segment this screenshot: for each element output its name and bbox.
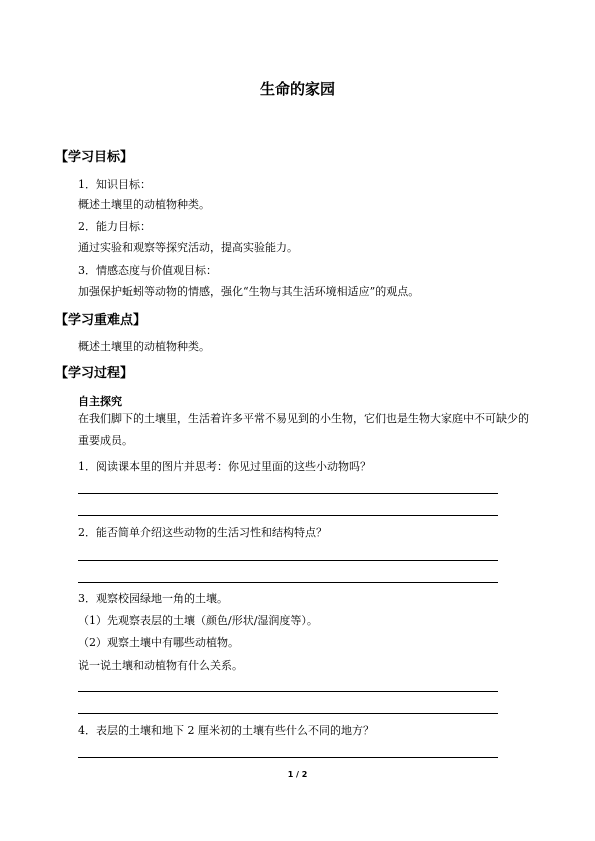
page-number: 1 / 2	[287, 770, 308, 779]
answer-line	[78, 493, 498, 494]
section-heading-process: 【学习过程】	[55, 366, 134, 381]
objective-line: 3．情感态度与价值观目标：	[78, 264, 217, 277]
question-3a: （1）先观察表层的土壤（颜色/形状/湿润度等）。	[78, 614, 318, 627]
intro-paragraph: 在我们脚下的土壤里，生活着许多平常不易见到的小生物，它们也是生物大家庭中不可缺少的重要成员。	[78, 412, 529, 447]
section-heading-key-points: 【学习重难点】	[55, 313, 147, 328]
question-3c: 说一说土壤和动植物有什么关系。	[78, 659, 243, 672]
question-3b: （2）观察土壤中有哪些动植物。	[78, 636, 239, 649]
answer-line	[78, 515, 498, 516]
question-3: 3．观察校园绿地一角的土壤。	[78, 592, 228, 605]
objective-line: 概述土壤里的动植物种类。	[78, 198, 210, 211]
objective-line: 加强保护蚯蚓等动物的情感，强化“生物与其生活环境相适应”的观点。	[78, 285, 420, 298]
answer-line	[78, 560, 498, 561]
subheading-self-study: 自主探究	[78, 395, 122, 408]
section-heading-objectives: 【学习目标】	[55, 150, 134, 165]
objective-line: 通过实验和观察等探究活动，提高实验能力。	[78, 241, 298, 254]
page-title: 生命的家园	[259, 80, 335, 98]
question-1: 1．阅读课本里的图片并思考：你见过里面的这些小动物吗？	[78, 460, 371, 473]
answer-line	[78, 582, 498, 583]
answer-line	[78, 713, 498, 714]
answer-line	[78, 757, 498, 758]
key-points-text: 概述土壤里的动植物种类。	[78, 340, 210, 353]
objective-line: 1．知识目标：	[78, 178, 151, 191]
answer-line	[78, 691, 498, 692]
question-4: 4．表层的土壤和地下 2 厘米初的土壤有些什么不同的地方？	[78, 724, 374, 737]
objective-line: 2．能力目标：	[78, 220, 151, 233]
question-2: 2．能否简单介绍这些动物的生活习性和结构特点？	[78, 526, 327, 539]
